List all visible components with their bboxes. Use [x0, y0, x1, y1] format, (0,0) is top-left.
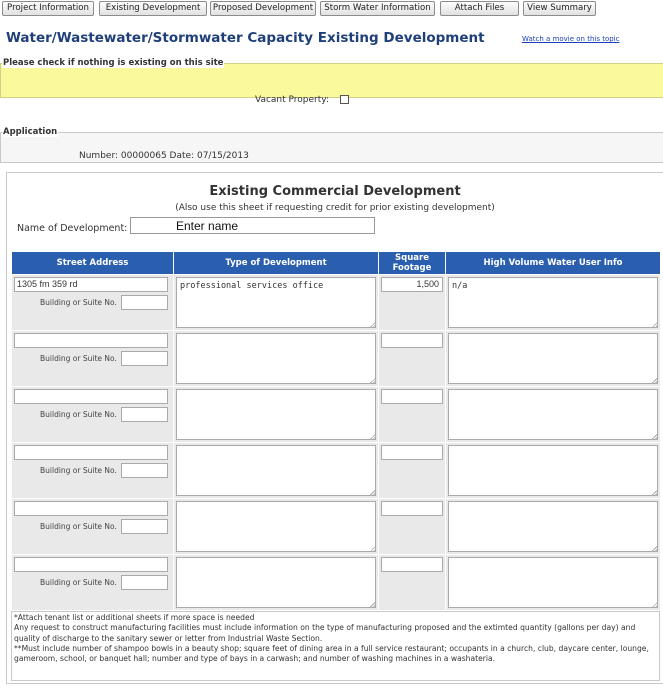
- tab-project-information[interactable]: Project Information: [2, 1, 94, 16]
- resize-grip-icon[interactable]: [651, 434, 657, 440]
- watch-movie-link[interactable]: Watch a movie on this topic: [522, 35, 620, 43]
- vacant-property-checkbox[interactable]: [340, 95, 349, 104]
- suite-input[interactable]: [121, 351, 168, 366]
- vacant-property-label: Vacant Property:: [255, 95, 329, 105]
- street-address-input[interactable]: [14, 333, 168, 348]
- resize-grip-icon[interactable]: [651, 546, 657, 552]
- suite-label: Building or Suite No.: [40, 466, 117, 475]
- page-title: Water/Wastewater/Stormwater Capacity Existing Development: [6, 30, 485, 46]
- suite-input[interactable]: [121, 575, 168, 590]
- table-row: [12, 499, 661, 555]
- tab-storm-water-information[interactable]: Storm Water Information: [320, 1, 435, 16]
- square-footage-input[interactable]: [381, 445, 443, 460]
- high-volume-textarea[interactable]: [448, 445, 658, 496]
- high-volume-cell: [446, 443, 661, 499]
- street-cell: [12, 499, 174, 555]
- type-of-development-textarea[interactable]: professional services office: [176, 277, 376, 328]
- high-volume-cell: [446, 387, 661, 443]
- table-row: [12, 387, 661, 443]
- high-volume-textarea[interactable]: [448, 557, 658, 608]
- sqft-header-line2: Footage: [392, 263, 432, 273]
- square-footage-input[interactable]: [381, 557, 443, 572]
- street-cell: [12, 555, 174, 611]
- type-cell: [174, 387, 379, 443]
- type-of-development-textarea[interactable]: [176, 557, 376, 608]
- type-cell: [174, 331, 379, 387]
- street-cell: [12, 331, 174, 387]
- note-must-include: **Must include number of shampoo bowls in a beauty shop; square feet of dining area in a full service restaurant; occupants in a church, club, daycare center, lounge, gameroom, school, or banquet hall; number and type of bays in a carwash; and number of washing machines in a washateria.: [14, 643, 649, 664]
- type-cell: [174, 275, 379, 331]
- suite-input[interactable]: [121, 519, 168, 534]
- street-cell: [12, 443, 174, 499]
- application-legend: Application: [3, 127, 58, 137]
- vacant-legend: Please check if nothing is existing on this site: [3, 58, 224, 68]
- street-cell: [12, 275, 174, 331]
- resize-grip-icon[interactable]: [651, 490, 657, 496]
- street-address-input[interactable]: 1305 fm 359 rd: [14, 277, 168, 292]
- high-volume-cell: [446, 555, 661, 611]
- high-volume-textarea[interactable]: [448, 501, 658, 552]
- section-subtitle: (Also use this sheet if requesting credit for prior existing development): [175, 203, 495, 213]
- square-footage-header: [379, 252, 446, 275]
- high-volume-cell: [446, 275, 661, 331]
- resize-grip-icon[interactable]: [369, 378, 375, 384]
- high-volume-header: High Volume Water User Info: [446, 252, 661, 275]
- street-cell: [12, 387, 174, 443]
- type-of-development-textarea[interactable]: [176, 445, 376, 496]
- sqft-cell: [379, 275, 446, 331]
- type-cell: [174, 499, 379, 555]
- suite-label: Building or Suite No.: [40, 298, 117, 307]
- square-footage-input[interactable]: [381, 501, 443, 516]
- development-table: [11, 251, 661, 611]
- sqft-cell: [379, 555, 446, 611]
- tab-attach-files[interactable]: Attach Files: [440, 1, 519, 16]
- resize-grip-icon[interactable]: [369, 546, 375, 552]
- high-volume-textarea[interactable]: [448, 333, 658, 384]
- application-info: Number: 00000065 Date: 07/15/2013: [79, 151, 249, 161]
- table-header-row: [12, 252, 661, 275]
- type-cell: [174, 555, 379, 611]
- type-of-development-textarea[interactable]: [176, 333, 376, 384]
- resize-grip-icon[interactable]: [369, 490, 375, 496]
- square-footage-input[interactable]: 1,500: [381, 277, 443, 292]
- resize-grip-icon[interactable]: [369, 602, 375, 608]
- suite-input[interactable]: [121, 463, 168, 478]
- sqft-cell: [379, 443, 446, 499]
- suite-input[interactable]: [121, 407, 168, 422]
- notes-box: [11, 611, 660, 681]
- high-volume-cell: [446, 499, 661, 555]
- sqft-cell: [379, 331, 446, 387]
- type-of-development-textarea[interactable]: [176, 501, 376, 552]
- suite-label: Building or Suite No.: [40, 578, 117, 587]
- suite-label: Building or Suite No.: [40, 522, 117, 531]
- street-address-input[interactable]: [14, 557, 168, 572]
- tab-existing-development[interactable]: Existing Development: [99, 1, 207, 16]
- note-manufacturing: Any request to construct manufacturing facilities must include information on the type of manufacturing proposed and the extimted quantity (gallons per day) and quality of discharge to the sanitary sewer or letter from Industrial Waste Section.: [14, 623, 636, 643]
- high-volume-textarea[interactable]: n/a: [448, 277, 658, 328]
- sqft-cell: [379, 499, 446, 555]
- suite-input[interactable]: [121, 295, 168, 310]
- street-address-input[interactable]: [14, 501, 168, 516]
- table-row: [12, 275, 661, 331]
- resize-grip-icon[interactable]: [651, 602, 657, 608]
- suite-label: Building or Suite No.: [40, 354, 117, 363]
- table-row: [12, 443, 661, 499]
- street-address-input[interactable]: [14, 389, 168, 404]
- suite-label: Building or Suite No.: [40, 410, 117, 419]
- note-attach-tenant: *Attach tenant list or additional sheets if more space is needed: [14, 613, 255, 622]
- high-volume-textarea[interactable]: [448, 389, 658, 440]
- sqft-cell: [379, 387, 446, 443]
- section-title: Existing Commercial Development: [209, 184, 461, 199]
- tab-view-summary[interactable]: View Summary: [523, 1, 596, 16]
- application-fieldset: [0, 127, 663, 163]
- tab-proposed-development[interactable]: Proposed Development: [210, 1, 316, 16]
- street-address-header: Street Address: [12, 252, 174, 275]
- resize-grip-icon[interactable]: [651, 322, 657, 328]
- resize-grip-icon[interactable]: [369, 322, 375, 328]
- square-footage-input[interactable]: [381, 333, 443, 348]
- high-volume-cell: [446, 331, 661, 387]
- development-name-input[interactable]: Enter name: [130, 217, 375, 234]
- sqft-header-line1: Square: [395, 253, 429, 263]
- square-footage-input[interactable]: [381, 389, 443, 404]
- street-address-input[interactable]: [14, 445, 168, 460]
- commercial-section: [6, 172, 663, 684]
- type-of-development-textarea[interactable]: [176, 389, 376, 440]
- type-cell: [174, 443, 379, 499]
- table-row: [12, 331, 661, 387]
- resize-grip-icon[interactable]: [369, 434, 375, 440]
- vacant-fieldset: [0, 58, 663, 105]
- development-name-label: Name of Development:: [17, 223, 128, 234]
- type-of-development-header: Type of Development: [174, 252, 379, 275]
- table-row: [12, 555, 661, 611]
- resize-grip-icon[interactable]: [651, 378, 657, 384]
